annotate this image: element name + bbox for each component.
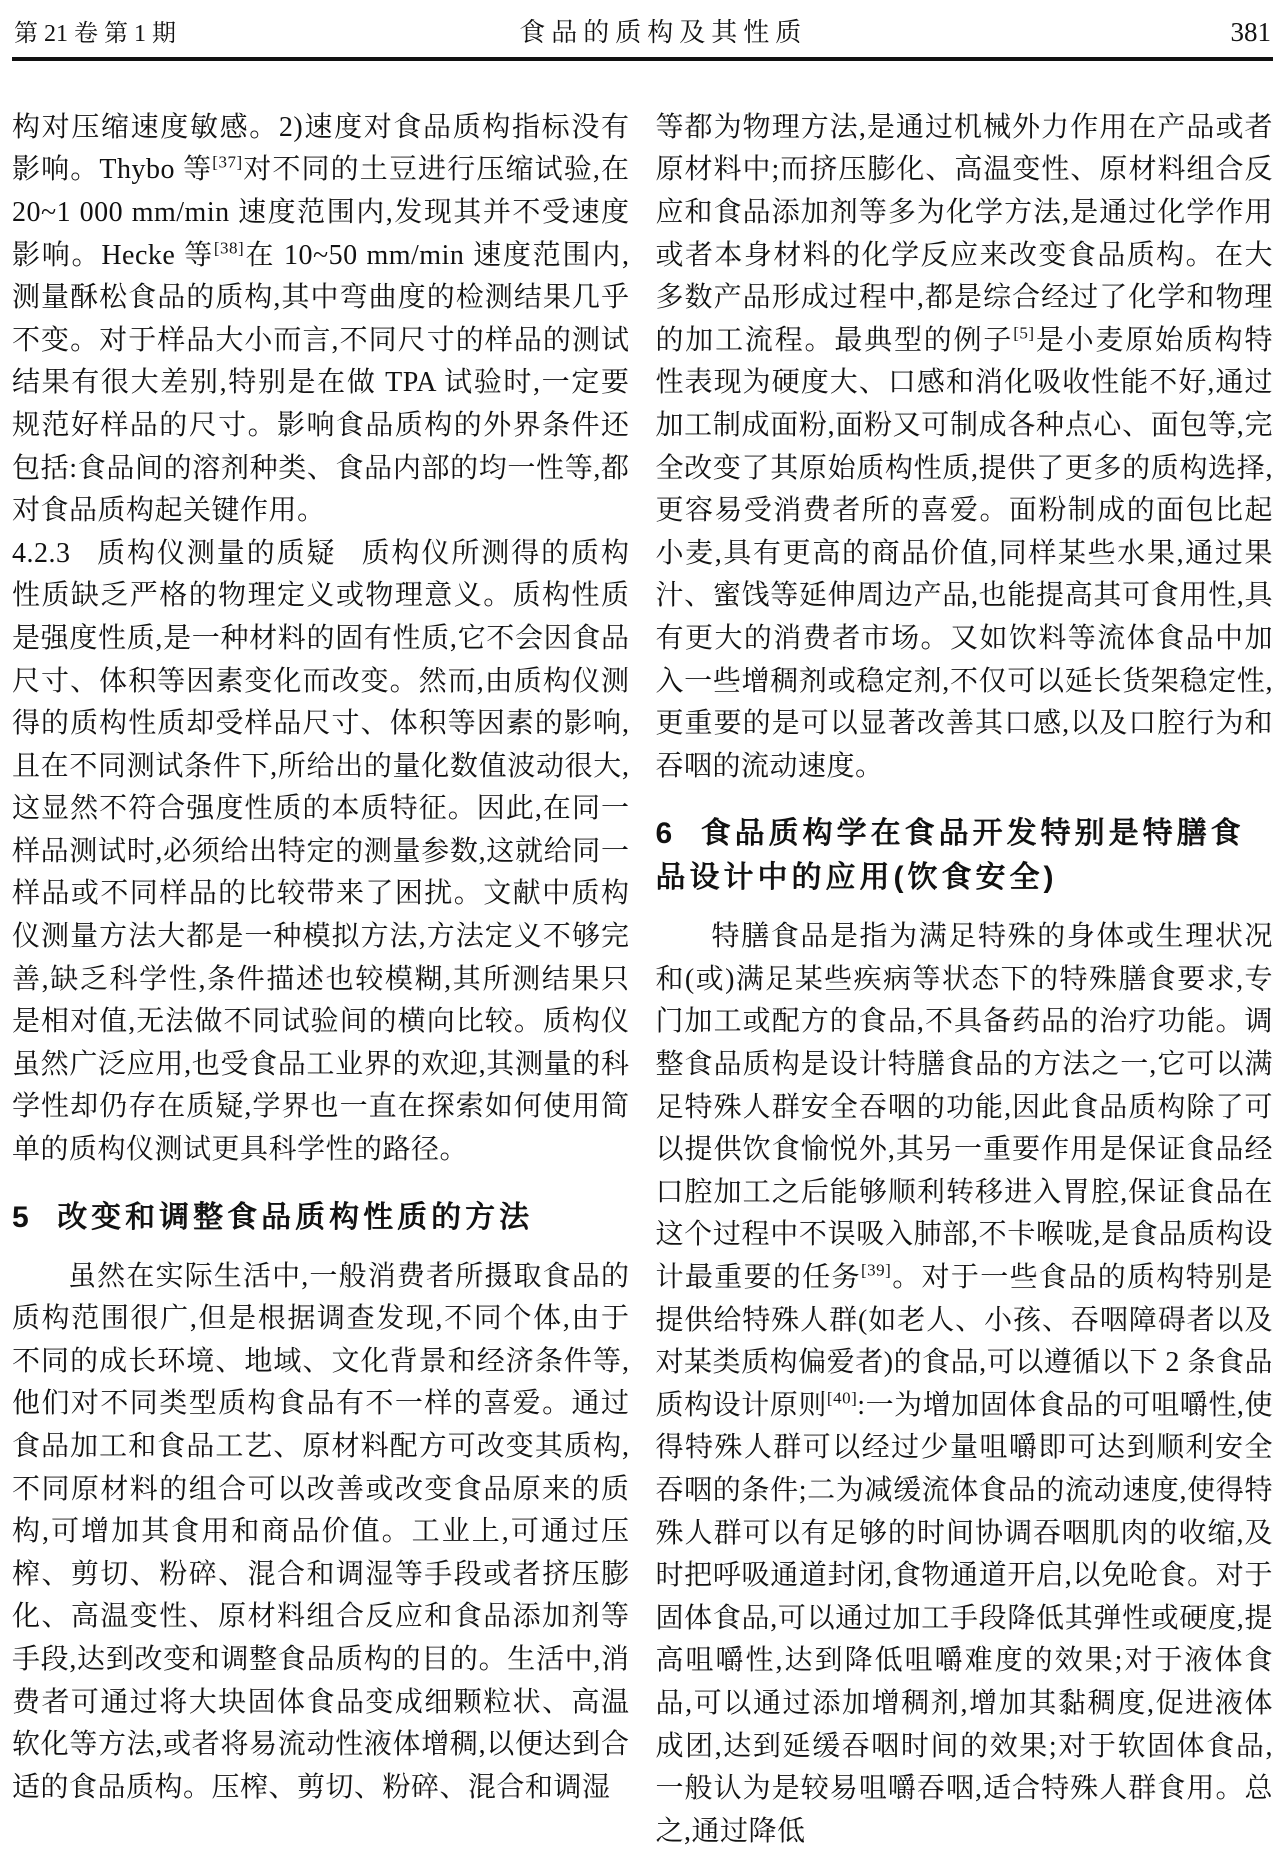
section-5-heading (12, 1196, 630, 1240)
text-columns (0, 107, 1285, 1854)
section-5-paragraph: 虽然在实际生活中,一般消费者所摄取食品的质构范围很广,但是根据调查发现,不同个体,由于不同的成长环境、地域、文化背景和经济条件等,他们对不同类型质构食品有不一样的喜爱。通过食品加工和食品工艺、原材料配方可改变其质构,不同原材料的组合可以改善或改变食品原来的质构,可增加其食用和商品价值。工业上,可通过压榨、剪切、粉碎、混合和调湿等手段或者挤压膨化、高温变性、原材料组合反应和食品添加剂等手段,达到改变和调整食品质构的目的。生活中,消费者可通过将大块固体食品变成细颗粒状、高温软化等方法,或者将易流动性液体增稠,以便达到合适的食品质构。压榨、剪切、粉碎、混合和调湿 (12, 1260, 630, 1803)
page-number: 381 (1230, 17, 1271, 47)
paragraph-continuation: 构对压缩速度敏感。2)速度对食品质构指标没有影响。Thybo 等[37]对不同的土豆进行压缩试验,在 20~1 000 mm/min 速度范围内,发现其并不受速度影响。Hecke 等[38]在 10~50 mm/min 速度范围内,测量酥松食品的质构,其中弯曲度的检测结果几乎不变。对于样品大小而言,不同尺寸的样品的测试结果有很大差别,特别是在做 TPA 试验时,一定要规范好样品的尺寸。影响食品质构的外界条件还包括:食品间的溶剂种类、食品内部的均一性等,都对食品质构起关键作用。 (12, 111, 630, 527)
subsection-title: 质构仪测量的质疑 (95, 537, 337, 569)
section-5-title: 改变和调整食品质构性质的方法 (57, 1200, 534, 1234)
running-title: 食品的质构及其性质 (519, 18, 808, 47)
subsection-label: 4.2.3 (12, 537, 71, 569)
issue-info: 第 21 卷 第 1 期 (14, 21, 176, 47)
section-6-paragraph: 特膳食品是指为满足特殊的身体或生理状况和(或)满足某些疾病等状态下的特殊膳食要求,专门加工或配方的食品,不具备药品的治疗功能。调整食品质构是设计特膳食品的方法之一,它可以满足特殊人群安全吞咽的功能,因此食品质构除了可以提供饮食愉悦外,其另一重要作用是保证食品经口腔加工之后能够顺利转移进入胃腔,保证食品在这个过程中不误吸入肺部,不卡喉咙,是食品质构设计最重要的任务[39]。对于一些食品的质构特别是提供给特殊人群(如老人、小孩、吞咽障碍者以及对某类质构偏爱者)的食品,可以遵循以下 2 条食品质构设计原则[40]:一为增加固体食品的可咀嚼性,使得特殊人群可以经过少量咀嚼即可达到顺利安全吞咽的条件;二为减缓流体食品的流动速度,使得特殊人群可以有足够的时间协调吞咽肌肉的收缩,及时把呼吸通道封闭,食物通道开启,以免呛食。对于固体食品,可以通过加工手段降低其弹性或硬度,提高咀嚼性,达到降低咀嚼难度的效果;对于液体食品,可以通过添加增稠剂,增加其黏稠度,促进液体成团,达到延缓吞咽时间的效果;对于软固体食品,一般认为是较易咀嚼吞咽,适合特殊人群食用。总之,通过降低 (655, 921, 1273, 1847)
paragraph-continuation: 等都为物理方法,是通过机械外力作用在产品或者原材料中;而挤压膨化、高温变性、原材料组合反应和食品添加剂等多为化学方法,是通过化学作用或者本身材料的化学反应来改变食品质构。在大多数产品形成过程中,都是综合经过了化学和物理的加工流程。最典型的例子[5]是小麦原始质构特性表现为硬度大、口感和消化吸收性能不好,通过加工制成面粉,面粉又可制成各种点心、面包等,完全改变了其原始质构性质,提供了更多的质构选择,更容易受消费者所的喜爱。面粉制成的面包比起小麦,具有更高的商品价值,同样某些水果,通过果汁、蜜饯等延伸周边产品,也能提高其可食用性,具有更大的消费者市场。又如饮料等流体食品中加入一些增稠剂或稳定剂,不仅可以延长货架稳定性,更重要的是可以显著改善其口感,以及口腔行为和吞咽的流动速度。 (655, 111, 1273, 782)
section-5-number: 5 (12, 1200, 29, 1234)
running-head (0, 0, 1285, 49)
subsection-4-2-3 (12, 533, 630, 1172)
header-rule (12, 57, 1273, 61)
subsection-text: 质构仪所测得的质构性质缺乏严格的物理定义或物理意义。质构性质是强度性质,是一种材料的固有性质,它不会因食品尺寸、体积等因素变化而改变。然而,由质构仪测得的质构性质却受样品尺寸、体积等因素的影响,且在不同测试条件下,所给出的量化数值波动很大,这显然不符合强度性质的本质特征。因此,在同一样品测试时,必须给出特定的测量参数,这就给同一样品或不同样品的比较带来了困扰。文献中质构仪测量方法大都是一种模拟方法,方法定义不够完善,缺乏科学性,条件描述也较模糊,其所测结果只是相对值,无法做不同试验间的横向比较。质构仪虽然广泛应用,也受食品工业界的欢迎,其测量的科学性却仍存在质疑,学界也一直在探索如何使用简单的质构仪测试更具科学性的路径。 (12, 537, 630, 1166)
right-column (656, 107, 1274, 1854)
section-6-number: 6 (655, 817, 673, 851)
section-6-title: 食品质构学在食品开发特别是特膳食品设计中的应用(饮食安全) (655, 817, 1245, 895)
section-6-heading (656, 812, 1274, 900)
left-column (12, 107, 630, 1854)
